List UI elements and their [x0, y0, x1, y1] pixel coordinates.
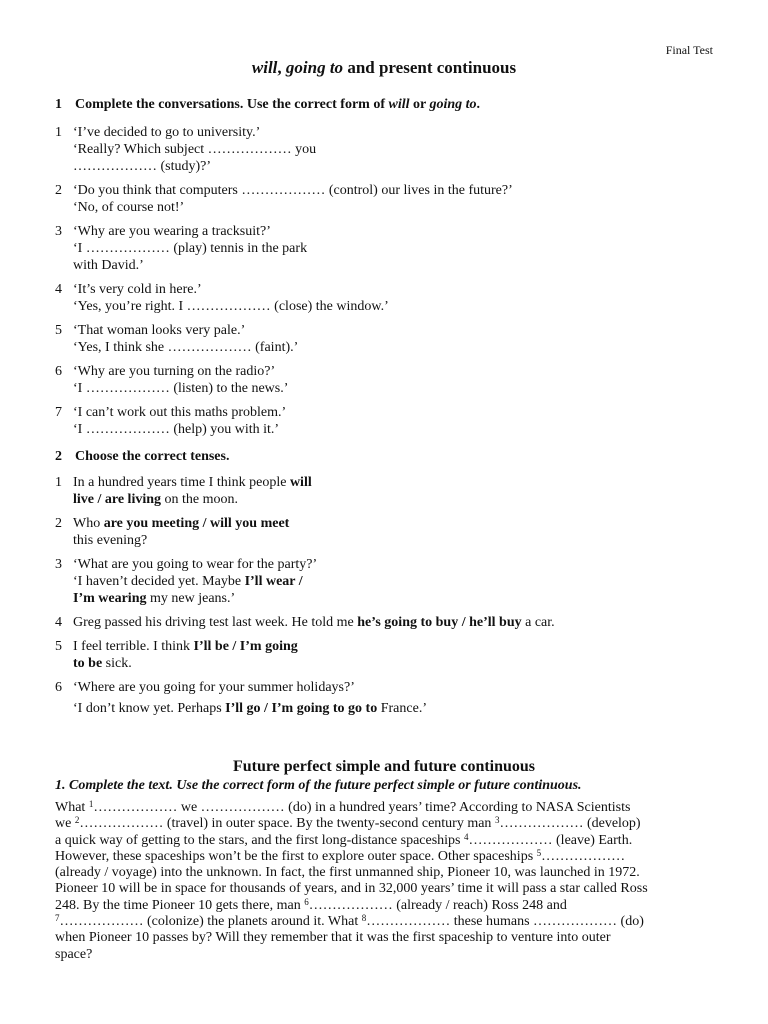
- list-item: 6 ‘Why are you turning on the radio?’ ‘I ……………… (listen) to the news.’: [55, 364, 289, 396]
- section-number: 2: [55, 449, 62, 464]
- list-item: 6 ‘Where are you going for your summer holidays?’ ‘I don’t know yet. Perhaps I’ll go / I’m going to go to France.’: [55, 680, 427, 716]
- section-number: 1: [55, 97, 62, 112]
- title-part-will: will: [251, 58, 278, 77]
- title-part-going-to: going to: [285, 58, 344, 77]
- section-2-heading: [55, 448, 720, 465]
- header-label: Final Test: [665, 43, 713, 57]
- section-1-heading: [55, 96, 720, 113]
- list-item: 5 I feel terrible. I think I’ll be / I’m going to be sick.: [55, 639, 298, 671]
- section-1-instruction: Complete the conversations. Use the correct form of will or going to.: [75, 97, 481, 112]
- list-item: 4 Greg passed his driving test last week. He told me he’s going to buy / he’ll buy a car.: [55, 615, 555, 630]
- list-item: 4 ‘It’s very cold in here.’ ‘Yes, you’re right. I ……………… (close) the window.’: [55, 282, 389, 314]
- exercise-paragraph: What $^1$……………… we ……………… (do) in a hundred years’ time? According to NASA Scientists we $^2$……………… (travel) in outer space. By the twenty-second century man $^3$……………… (develop) a quick way of getting to the stars, and the first long-distance spaceships $^4$……………… (leave) Earth. However, these spaceships won’t be the first to explore outer space. Other spaceships $^5$……………… (already / voyage) into the unknown. In fact, the first unmanned ship, Pioneer 10, was launched in 1972. Pioneer 10 will be in space for thousands of years, and in 32,000 years’ time it will pass a star called Ross 248. By the time Pioneer 10 gets there, man $^6$……………… (already / reach) Ross 248 and $^7$……………… (colonize) the planets around it. What $^8$……………… these humans ……………… (do) when Pioneer 10 passes by? Will they remember that it was the first spaceship to venture into outer space?: [55, 799, 648, 962]
- list-item: 3 ‘Why are you wearing a tracksuit?’ ‘I ……………… (play) tennis in the park with David.’: [55, 224, 308, 273]
- list-item: 7 ‘I can’t work out this maths problem.’ ‘I ……………… (help) you with it.’: [55, 405, 287, 437]
- list-item: 5 ‘That woman looks very pale.’ ‘Yes, I think she ……………… (faint).’: [55, 323, 299, 355]
- list-item: 2 Who are you meeting / will you meet this evening?: [55, 516, 290, 548]
- page-title: [0, 58, 768, 78]
- section-1: [55, 96, 720, 438]
- section-title-future-perfect: Future perfect simple and future continuous: [232, 758, 536, 775]
- list-item: 1 ‘I’ve decided to go to university.’ ‘Really? Which subject ……………… you ……………… (study)?’: [55, 125, 317, 174]
- exercise-instruction: 1. Complete the text. Use the correct form of the future perfect simple or future continuous.: [55, 778, 582, 793]
- list-item: 3 ‘What are you going to wear for the party?’ ‘I haven’t decided yet. Maybe I’ll wear / I’m wearing my new jeans.’: [55, 557, 318, 606]
- list-item: 2 ‘Do you think that computers ……………… (control) our lives in the future?’ ‘No, of course not!’: [55, 183, 513, 215]
- section-2-instruction: Choose the correct tenses.: [75, 449, 230, 464]
- title-part-rest: and present continuous: [343, 58, 517, 77]
- list-item: 1 In a hundred years time I think people will live / are living on the moon.: [55, 475, 312, 507]
- section-2: [55, 448, 720, 717]
- title-sep: ,: [277, 58, 286, 77]
